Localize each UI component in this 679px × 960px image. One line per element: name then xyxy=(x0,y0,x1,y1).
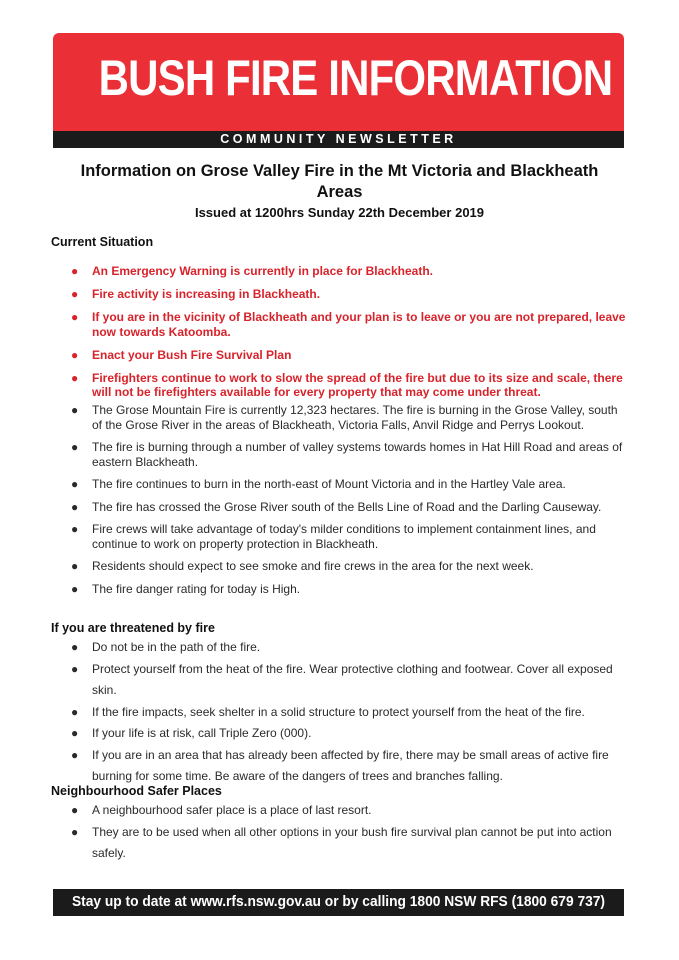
bullet-icon: ● xyxy=(71,264,79,278)
list-item: ● The fire danger rating for today is High. xyxy=(71,581,301,596)
list-item: ● Protect yourself from the heat of the fire. Wear protective clothing and footwear. Cover all exposed skin. xyxy=(69,659,629,702)
list-item: ● Do not be in the path of the fire. xyxy=(69,637,629,659)
alert-item: ● If you are in the vicinity of Blackheath and your plan is to leave or you are not prepared, leave now towards Katoomba. xyxy=(71,310,626,339)
section-heading-threatened: If you are threatened by fire xyxy=(51,621,215,635)
safer-places-list xyxy=(69,800,629,865)
bullet-icon: ● xyxy=(71,704,79,719)
bullet-icon: ● xyxy=(71,499,79,514)
newsletter-label: COMMUNITY NEWSLETTER xyxy=(220,132,457,146)
list-item: ● If your life is at risk, call Triple Zero (000). xyxy=(69,723,629,745)
bullet-icon: ● xyxy=(71,440,79,454)
footer-contact-text: Stay up to date at www.rfs.nsw.gov.au or by calling 1800 NSW RFS (1800 679 737) xyxy=(71,894,606,910)
newsletter-bar xyxy=(53,131,624,148)
bullet-icon: ● xyxy=(71,403,79,417)
bullet-icon: ● xyxy=(71,581,79,596)
list-item: ● Fire crews will take advantage of today's milder conditions to implement containment lines, and continue to work on property protection in Blackheath. xyxy=(71,522,596,551)
bullet-icon: ● xyxy=(71,726,79,740)
alert-item: ● Enact your Bush Fire Survival Plan xyxy=(71,347,292,362)
alert-item: ● An Emergency Warning is currently in place for Blackheath. xyxy=(71,264,433,278)
alert-item: ● Firefighters continue to work to slow the spread of the fire but due to its size and scale, there will not be firefighters available for every property that may come under threat. xyxy=(71,370,623,399)
bullet-icon: ● xyxy=(71,287,79,301)
bullet-icon: ● xyxy=(71,370,79,385)
list-item: ● The Grose Mountain Fire is currently 12,323 hectares. The fire is burning in the Grose Valley, south of the Grose River in the areas of Blackheath, Victoria Falls, Anvil Ridge and Perrys Lookout. xyxy=(71,403,618,432)
list-item: ● Residents should expect to see smoke and fire crews in the area for the next week. xyxy=(71,559,534,573)
bullet-icon: ● xyxy=(71,347,79,362)
section-heading-current-situation: Current Situation xyxy=(51,235,154,249)
banner xyxy=(53,33,624,131)
situation-list xyxy=(69,403,629,604)
bullet-icon: ● xyxy=(71,661,79,676)
list-item: ● The fire continues to burn in the north-east of Mount Victoria and in the Hartley Vale area. xyxy=(71,477,566,491)
alert-item: ● Fire activity is increasing in Blackheath. xyxy=(71,287,321,301)
footer-bar xyxy=(53,889,624,916)
bullet-icon: ● xyxy=(71,824,79,839)
bullet-icon: ● xyxy=(71,477,79,491)
list-item: ● They are to be used when all other options in your bush fire survival plan cannot be put into action safely. xyxy=(69,822,629,865)
alert-list xyxy=(69,264,629,408)
threatened-list xyxy=(69,637,629,788)
list-item: ● If the fire impacts, seek shelter in a solid structure to protect yourself from the heat of the fire. xyxy=(69,702,629,724)
bullet-icon: ● xyxy=(71,559,79,573)
list-item: ● If you are in an area that has already been affected by fire, there may be small areas of active fire burning for some time. Be aware of the dangers of trees and branches falling. xyxy=(69,745,629,788)
list-item: ● A neighbourhood safer place is a place of last resort. xyxy=(69,800,629,822)
bullet-icon: ● xyxy=(71,310,79,324)
banner-title: BUSH FIRE INFORMATION xyxy=(98,50,613,106)
issued-time: Issued at 1200hrs Sunday 22th December 2019 xyxy=(194,205,485,220)
bullet-icon: ● xyxy=(71,522,79,536)
section-heading-safer-places: Neighbourhood Safer Places xyxy=(51,784,222,798)
list-item: ● The fire is burning through a number of valley systems towards homes in Hat Hill Road and areas of eastern Blackheath. xyxy=(71,440,623,469)
list-item: ● The fire has crossed the Grose River south of the Bells Line of Road and the Darling Causeway. xyxy=(71,499,602,514)
bullet-icon: ● xyxy=(71,747,79,762)
bullet-icon: ● xyxy=(71,640,79,654)
page-title: Information on Grose Valley Fire in the Mt Victoria and Blackheath Areas xyxy=(80,162,599,201)
bullet-icon: ● xyxy=(71,803,79,817)
